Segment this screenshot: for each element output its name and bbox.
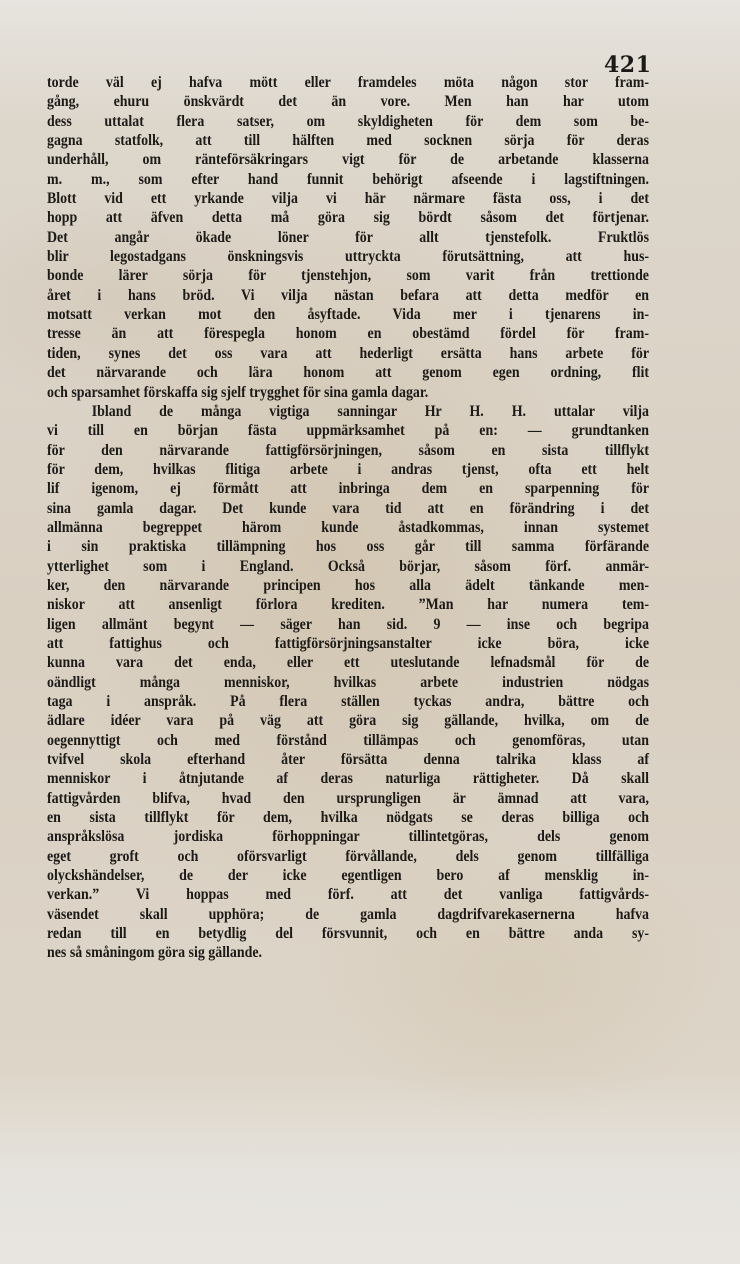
text-line: underhåll, om ränteförsäkringars vigt för de arbetande klasserna [47,150,649,169]
text-line: ytterlighet som i England. Också börjar, såsom förf. anmär- [47,556,649,575]
text-line: gagna statfolk, att till hälften med socknen sörja för deras [47,131,649,150]
text-line: oändligt många menniskor, hvilkas arbete industrien nödgas [47,672,649,691]
text-line: tiden, synes det oss vara att hederligt ersätta hans arbete för [47,343,649,362]
text-line: en sista tillflykt för dem, hvilka nödgats se deras billiga och [47,808,649,827]
text-line: niskor att ansenligt förlora krediten. ”Man har numera tem- [47,595,649,614]
text-line: sina gamla dagar. Det kunde vara tid att en förändring i det [47,498,649,517]
text-line: bonde lärer sörja för tjenstehjon, som varit från trettionde [47,266,649,285]
text-line: ädlare idéer vara på väg att göra sig gällande, hvilka, om de [47,711,649,730]
text-line: lif igenom, ej förmått att inbringa dem en sparpenning för [47,479,649,498]
text-line: i sin praktiska tillämpning hos oss går till samma förfärande [47,537,649,556]
text-line: oegennyttigt och med förstånd tillämpas och genomföras, utan [47,730,649,749]
text-line: kunna vara det enda, eller ett uteslutande lefnadsmål för de [47,653,649,672]
text-line: torde väl ej hafva mött eller framdeles möta någon stor fram- [47,73,649,91]
text-line: året i hans bröd. Vi vilja nästan befara att detta medför en [47,285,649,304]
text-line: m. m., som efter hand funnit behörigt afseende i lagstiftningen. [47,169,649,188]
text-line: gång, ehuru önskvärdt det än vore. Men han har utom [47,92,649,111]
text-line: för dem, hvilkas flitiga arbete i andras tjenst, ofta ett helt [47,459,649,478]
text-line: menniskor i åtnjutande af deras naturliga rättigheter. Då skall [47,769,649,788]
text-line: vi till en början fästa uppmärksamhet på en: — grundtanken [47,421,649,440]
text-line: väsendet skall upphöra; de gamla dagdrifvarekasernerna hafva [47,904,649,923]
text-line: Det angår ökade löner för allt tjenstefolk. Fruktlös [47,227,649,246]
text-line: hopp att äfven detta må göra sig bördt såsom det förtjenar. [47,208,649,227]
text-line: ligen allmänt begynt — säger han sid. 9 — inse och begripa [47,614,649,633]
text-line: dess uttalat flera satser, om skyldigheten för dem som be- [47,111,649,130]
text-line: fattigvården blifva, hvad den ursprungligen är ämnad att vara, [47,788,649,807]
text-line: blir legostadgans önskningsvis uttryckta förutsättning, att hus- [47,247,649,266]
text-line: redan till en betydlig del försvunnit, och en bättre anda sy- [47,924,649,943]
text-line: eget groft och oförsvarligt förvållande, dels genom tillfälliga [47,846,649,865]
text-line: motsatt verkan mot den åsyftade. Vida mer i tjenarens in- [47,305,649,324]
text-line: det närvarande och lära honom att genom egen ordning, flit [47,363,649,382]
text-line: ker, den närvarande principen hos alla ädelt tänkande men- [47,575,649,594]
page-number: 421 [604,52,652,78]
text-line: för den närvarande fattigförsörjningen, såsom en sista tillflykt [47,440,649,459]
text-line: taga i anspråk. På flera ställen tyckas andra, bättre och [47,692,649,710]
paragraph-end-line: och sparsamhet förskaffa sig sjelf trygghet för sina gamla dagar. [47,382,429,401]
body-text [47,73,649,963]
text-line: tresse än att förespegla honom en obestämd fördel för fram- [47,324,649,343]
text-line: olyckshändelser, de der icke egentligen bero af mensklig in- [47,866,649,885]
text-line: verkan.” Vi hoppas med förf. att det vanliga fattigvårds- [47,885,649,904]
text-line: tvifvel skola efterhand åter försätta denna talrika klass af [47,750,649,769]
paragraph-end-line: nes så småningom göra sig gällande. [47,943,263,962]
text-line: Blott vid ett yrkande vilja vi här närmare fästa oss, i det [47,189,649,208]
text-line: allmänna begreppet härom kunde åstadkommas, innan systemet [47,517,649,536]
paragraph-start-line: Ibland de många vigtiga sanningar Hr H. H. uttalar vilja [91,401,650,420]
text-line: att fattighus och fattigförsörjningsanstalter icke böra, icke [47,633,649,652]
text-line: anspråkslösa jordiska förhoppningar tillintetgöras, dels genom [47,827,649,846]
